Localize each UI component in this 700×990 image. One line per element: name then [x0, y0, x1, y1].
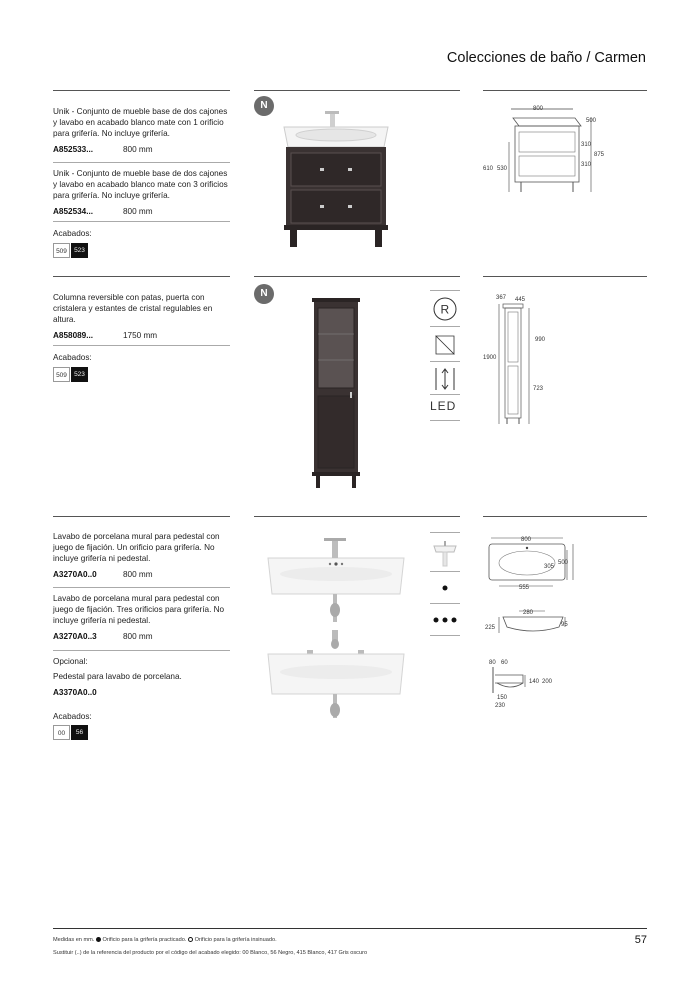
divider	[53, 162, 230, 163]
optional-code: A3370A0..0	[53, 688, 97, 697]
new-badge: N	[254, 284, 274, 304]
one-hole-icon	[430, 576, 460, 606]
section-rule	[53, 516, 230, 517]
basin-top-dimension-drawing	[483, 530, 583, 595]
hollow-dot-icon	[188, 937, 193, 942]
section-rule	[483, 276, 647, 277]
footer-note-1	[53, 937, 277, 943]
footer-rule	[53, 928, 647, 929]
finish-swatch-black: 523	[71, 243, 88, 258]
finish-swatch-white: 509	[53, 243, 70, 258]
product-size: 800 mm	[123, 632, 153, 641]
product-description: Unik - Conjunto de mueble base de dos cajones y lavabo en acabado blanco mate con 3 orificios para grifería. No incluye grifería.	[53, 169, 228, 200]
section-rule	[53, 90, 230, 91]
basin-profile-dimension-drawing	[483, 655, 583, 710]
dim-label: 150	[497, 695, 508, 701]
footer-drilled: Orificio para la grifería practicado.	[102, 937, 187, 943]
dim-label: 200	[542, 679, 553, 685]
dim-label: 310	[581, 162, 592, 168]
divider	[53, 650, 230, 651]
section-rule	[254, 516, 460, 517]
dim-label: 800	[521, 537, 532, 543]
basin-images	[262, 532, 412, 727]
dim-label: 800	[533, 106, 544, 112]
product-code: A3270A0..3	[53, 632, 97, 641]
column-unit-image	[310, 298, 362, 488]
finishes-label: Acabados:	[53, 229, 92, 238]
section-rule	[483, 90, 647, 91]
new-badge: N	[254, 96, 274, 116]
dim-label: 225	[485, 625, 496, 631]
product-size: 1750 mm	[123, 331, 158, 340]
icon-divider	[430, 361, 460, 362]
divider	[53, 345, 230, 346]
pedestal-basin-icon	[430, 538, 460, 568]
product-size: 800 mm	[123, 570, 153, 579]
dim-label: 723	[533, 386, 544, 392]
dim-label: 310	[581, 142, 592, 148]
dim-label: 305	[544, 564, 555, 570]
dim-label: 500	[586, 118, 597, 124]
product-description: Columna reversible con patas, puerta con cristalera y estantes de cristal regulables en altura.	[53, 293, 213, 324]
divider	[53, 587, 230, 588]
icon-divider	[430, 532, 460, 533]
product-code: A858089...	[53, 331, 94, 340]
dim-label: 1900	[483, 355, 497, 361]
product-code: A852533...	[53, 145, 94, 154]
optional-description: Pedestal para lavabo de porcelana.	[53, 672, 182, 681]
dim-label: 610	[483, 166, 494, 172]
finish-swatch-black: 523	[71, 367, 88, 382]
divider	[53, 221, 230, 222]
footer-units: Medidas en mm.	[53, 937, 95, 943]
icon-divider	[430, 603, 460, 604]
vanity-dimension-drawing	[483, 104, 613, 204]
product-size: 800 mm	[123, 145, 153, 154]
icon-divider	[430, 571, 460, 572]
icon-divider	[430, 420, 460, 421]
icon-divider	[430, 394, 460, 395]
dim-label: 280	[523, 610, 534, 616]
product-description: Lavabo de porcelana mural para pedestal con juego de fijación. Un orificio para grifería. No incluye grifería ni pedestal.	[53, 532, 220, 563]
dim-label: 530	[497, 166, 508, 172]
glass-door-icon	[430, 330, 460, 360]
reversible-icon-label: R	[440, 302, 450, 317]
dim-label: 140	[529, 679, 540, 685]
product-description: Lavabo de porcelana mural para pedestal con juego de fijación. Tres orificios para grifería. No incluye grifería ni pedestal.	[53, 594, 225, 625]
icon-divider	[430, 326, 460, 327]
dim-label: 445	[515, 297, 526, 303]
page-number: 57	[634, 934, 647, 946]
section-rule	[254, 276, 460, 277]
product-description: Unik - Conjunto de mueble base de dos cajones y lavabo en acabado blanco mate con 1 orificio para grifería. No incluye grifería.	[53, 107, 228, 138]
section-rule	[53, 276, 230, 277]
vanity-unit-image	[276, 105, 396, 250]
dim-label: 60	[501, 660, 508, 666]
finishes-label: Acabados:	[53, 712, 92, 721]
page-title: Colecciones de baño / Carmen	[446, 50, 646, 66]
product-code: A3270A0..0	[53, 570, 97, 579]
adjustable-shelf-icon	[430, 364, 460, 394]
led-icon: LED	[430, 399, 457, 413]
dim-label: 990	[535, 337, 546, 343]
dim-label: 367	[496, 295, 507, 301]
section-rule	[254, 90, 460, 91]
footer-marked: Orificio para la grifería insinuado.	[194, 937, 277, 943]
finishes-label: Acabados:	[53, 353, 92, 362]
finish-swatch-white: 509	[53, 367, 70, 382]
icon-divider	[430, 290, 460, 291]
dim-label: 555	[519, 585, 530, 591]
dim-label: 875	[594, 152, 605, 158]
finish-swatch-white: 00	[53, 725, 70, 740]
three-holes-icon	[430, 608, 460, 638]
filled-dot-icon	[96, 937, 101, 942]
dim-label: 500	[558, 560, 569, 566]
reversible-icon	[430, 294, 460, 324]
finish-swatch-black: 56	[71, 725, 88, 740]
product-size: 800 mm	[123, 207, 153, 216]
footer-note-2: Sustituir (..) de la referencia del producto por el código del acabado elegido: 00 Blanco, 56 Negro, 415 Blanco, 417 Gris oscuro	[53, 950, 368, 956]
dim-label: 230	[495, 703, 506, 709]
column-dimension-drawing	[483, 290, 553, 430]
section-rule	[483, 516, 647, 517]
optional-label: Opcional:	[53, 657, 88, 666]
icon-divider	[430, 635, 460, 636]
dim-label: 95	[561, 622, 568, 628]
basin-side-dimension-drawing	[483, 605, 583, 640]
dim-label: 80	[489, 660, 496, 666]
product-code: A852534...	[53, 207, 94, 216]
